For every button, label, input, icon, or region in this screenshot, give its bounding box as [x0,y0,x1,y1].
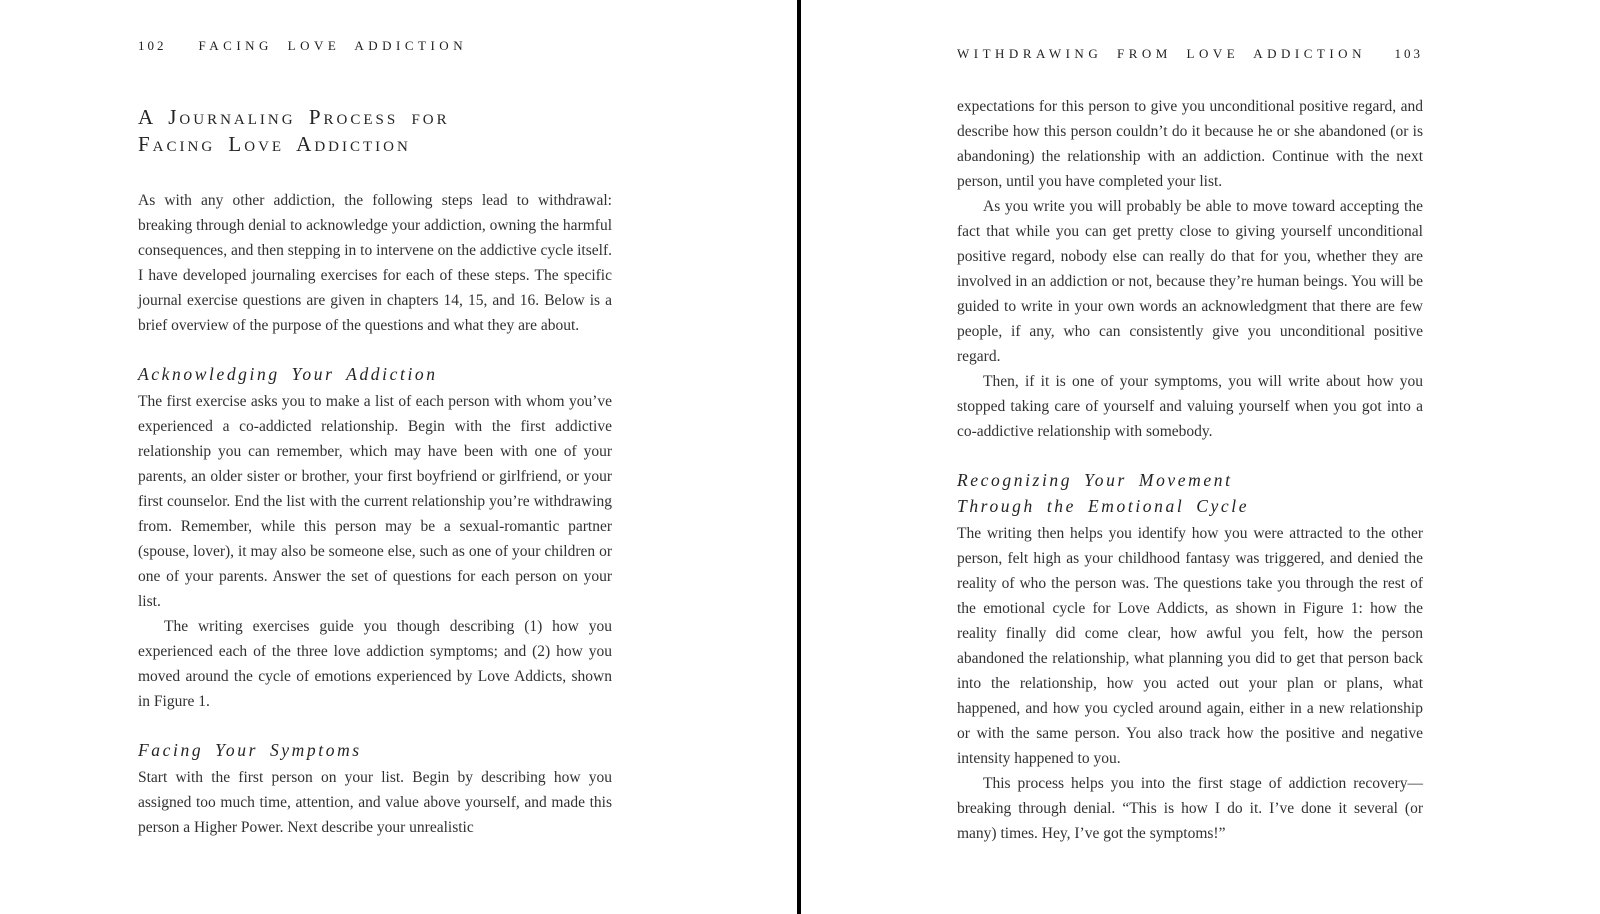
body-paragraph: The writing exercises guide you though describing (1) how you experienced each of the three love addiction symptoms; and (2) how you moved around the cycle of emotions experienced by Love Addicts, shown in Figure 1. [138,618,612,710]
left-running-head: FACING LOVE ADDICTION [198,38,468,53]
left-page-number: 102 [138,38,167,53]
body-paragraph: As you write you will probably be able to move toward accepting the fact that while you can get pretty close to giving yourself unconditional positive regard, nobody else can really do that for you, whether they are involved in an addiction or not, because they’re human beings. You will be guided to write in your own words an acknowledgment that there are few people, if any, who can consistently give you unconditional positive regard. [957,198,1423,365]
body-paragraph: Then, if it is one of your symptoms, you will write about how you stopped taking care of yourself and valuing yourself when you got into a co-addictive relationship with somebody. [957,373,1423,440]
chapter-heading-line: Facing Love Addiction [138,132,411,156]
body-paragraph: Start with the first person on your list. Begin by describing how you assigned too much time, attention, and value above yourself, and made this person a Higher Power. Next describe your unrealistic [138,769,612,836]
right-page-header [957,46,1423,62]
section-subheading [138,737,612,763]
right-page-body [957,94,1423,846]
left-page-body [138,188,612,840]
chapter-heading [138,104,612,158]
left-page [0,0,797,914]
body-paragraph: The writing then helps you identify how you were attracted to the other person, felt high as your childhood fantasy was triggered, and denied the reality of who the person was. The questions take you through the rest of the emotional cycle for Love Addicts, as shown in Figure 1: how the reality finally did come clear, how awful you felt, how the person abandoned the relationship, what planning you did to get that person back into the relationship, how you acted out your plan or plans, what happened, and how you cycled around again, either in a new relationship or with the same person. You also track how the positive and negative intensity happened to you. [957,525,1423,767]
subheading-line: Recognizing Your Movement [957,470,1233,490]
subheading-line: Acknowledging Your Addiction [138,364,438,384]
right-running-head: WITHDRAWING FROM LOVE ADDICTION [957,46,1366,61]
body-paragraph: This process helps you into the first stage of addiction recovery—breaking through denial. “This is how I do it. I’ve done it several (or many) times. Hey, I’ve got the symptoms!” [957,775,1423,842]
body-paragraph: As with any other addiction, the following steps lead to withdrawal: breaking through denial to acknowledge your addiction, owning the harmful consequences, and then stepping in to intervene on the addictive cycle itself. I have developed journaling exercises for each of these steps. The specific journal exercise questions are given in chapters 14, 15, and 16. Below is a brief overview of the purpose of the questions and what they are about. [138,192,612,334]
right-page-number: 103 [1394,46,1423,61]
body-paragraph: expectations for this person to give you unconditional positive regard, and describe how this person couldn’t do it because he or she abandoned (or is abandoning) the relationship with an addiction. Continue with the next person, until you have completed your list. [957,98,1423,190]
left-page-header [138,38,612,54]
body-paragraph: The first exercise asks you to make a list of each person with whom you’ve experienced a co-addicted relationship. Begin with the first addictive relationship you can remember, which may have been with one of your parents, an older sister or brother, your first boyfriend or girlfriend, or your first counselor. End the list with the current relationship you’re withdrawing from. Remember, while this person may be a sexual-romantic partner (spouse, lover), it may also be someone else, such as one of your children or one of your parents. Answer the set of questions for each person on your list. [138,393,612,610]
right-page [801,0,1600,914]
section-subheading [957,467,1423,519]
subheading-line: Facing Your Symptoms [138,740,362,760]
section-subheading [138,361,612,387]
chapter-heading-line: A Journaling Process for [138,105,450,129]
subheading-line: Through the Emotional Cycle [957,496,1250,516]
